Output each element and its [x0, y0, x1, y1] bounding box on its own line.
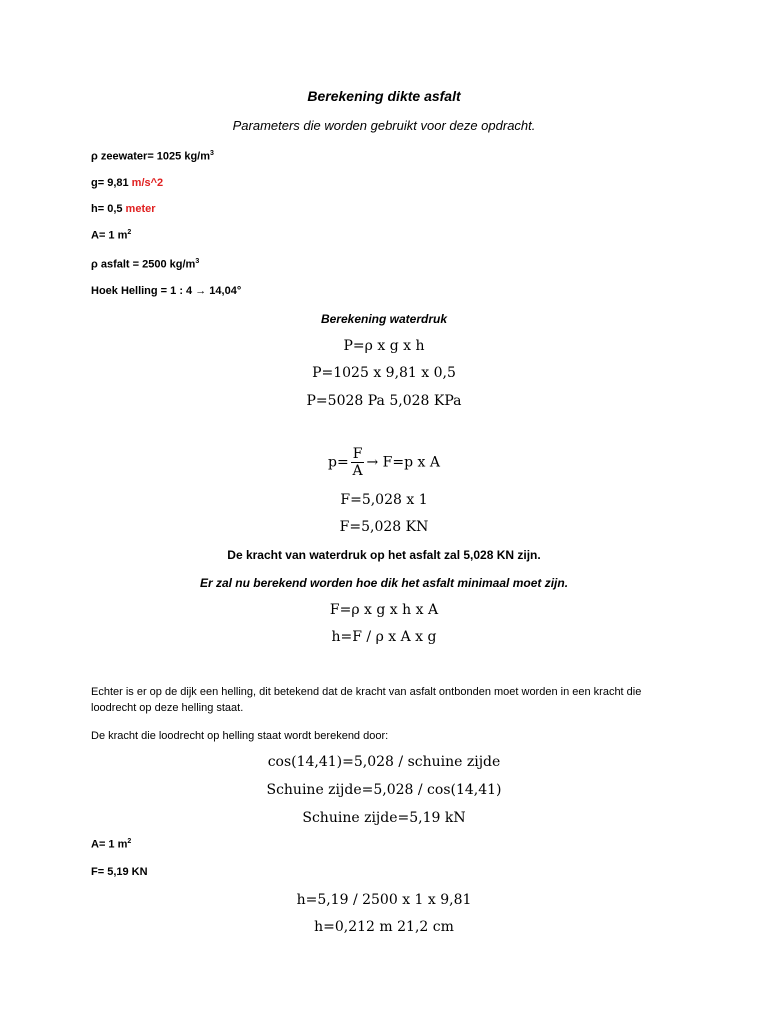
heading-waterdruk: Berekening waterdruk: [320, 312, 448, 326]
param-h: h= 0,5 meter: [91, 203, 156, 215]
param-helling: Hoek Helling = 1 : 4 → 14,04°: [91, 285, 242, 297]
equation-height-formula: h=F / ρ x A x g: [331, 629, 437, 645]
equation-cosine: cos(14,41)=5,028 / schuine zijde: [267, 754, 501, 770]
equation-schuine-zijde: Schuine zijde=5,028 / cos(14,41): [266, 782, 502, 798]
equation-height-values: h=5,19 / 2500 x 1 x 9,81: [296, 892, 472, 908]
document-subtitle: Parameters die worden gebruikt voor deze opdracht.: [232, 118, 536, 133]
equation-force-fraction: p= $\frac{F}{A}$ → F=p x A: [328, 446, 440, 479]
unit-gravity: m/s^2: [131, 177, 164, 189]
equation-pressure-formula: P=ρ x g x h: [343, 338, 425, 354]
fraction-F-over-A: $\frac{F}{A}$: [352, 446, 363, 479]
param-rho-asfalt: ρ asfalt = 2500 $kg/m^3$: [91, 258, 200, 271]
paragraph-loodrecht: De kracht die loodrecht op helling staat wordt berekend door:: [91, 730, 389, 742]
paragraph-helling: Echter is er op de dijk een helling, dit betekend dat de kracht van asfalt ontbonden moet worden in een kracht die loodrecht op deze helling staat.: [91, 686, 642, 714]
final-param-force: F= 5,19 KN: [91, 866, 148, 878]
param-area: A= 1 $m^2$: [91, 229, 132, 242]
param-rho-water: ρ zeewater= 1025 $kg/m^3$: [91, 150, 214, 163]
param-g: g= 9,81 m/s^2: [91, 177, 164, 189]
arrow-right-icon: →: [195, 285, 207, 297]
equation-force-result: F=5,028 KN: [339, 519, 429, 535]
conclusion-waterdruk: De kracht van waterdruk op het asfalt zal 5,028 KN zijn.: [227, 548, 541, 562]
equation-pressure-result: P=5028 Pa 5,028 KPa: [306, 393, 462, 409]
equation-force-values: F=5,028 x 1: [340, 492, 428, 508]
final-param-area: A= 1 $m^2$: [91, 838, 132, 851]
equation-force-full: F=ρ x g x h x A: [329, 602, 439, 618]
equation-height-result: h=0,212 m 21,2 cm: [314, 919, 454, 935]
equation-pressure-values: P=1025 x 9,81 x 0,5: [312, 365, 456, 381]
unit-height: meter: [125, 203, 156, 215]
heading-dikte: Er zal nu berekend worden hoe dik het asfalt minimaal moet zijn.: [199, 576, 569, 590]
document-title: Berekening dikte asfalt: [307, 88, 461, 104]
equation-schuine-result: Schuine zijde=5,19 kN: [302, 810, 466, 826]
